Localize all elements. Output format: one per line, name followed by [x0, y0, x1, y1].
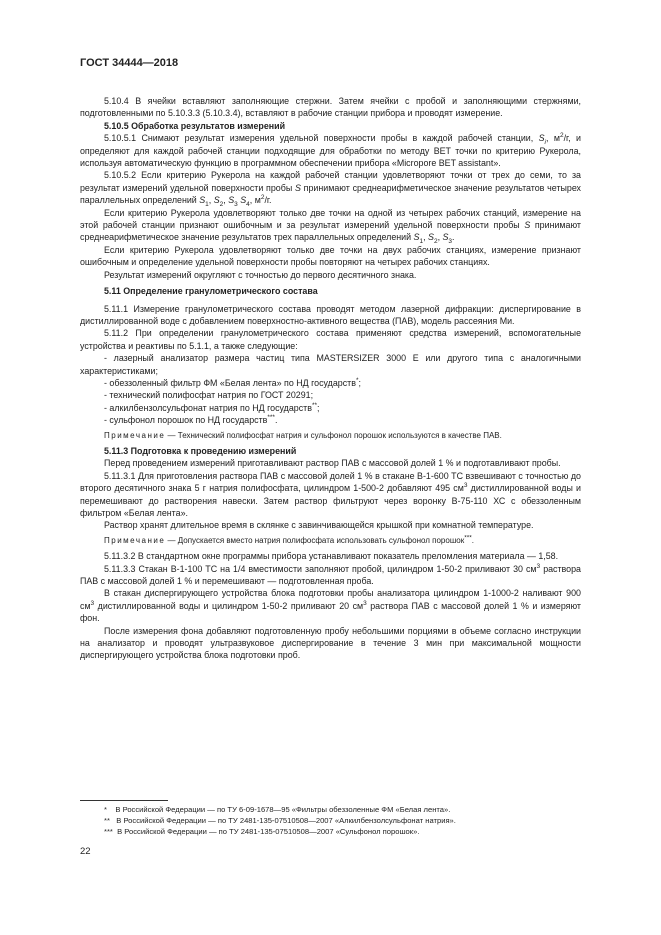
document-header: ГОСТ 34444—2018 [80, 57, 179, 69]
list-item: - технический полифосфат натрия по ГОСТ 20291; [104, 390, 314, 401]
footnote-item: *** В Российской Федерации — по ТУ 2481-135-07510508—2007 «Сульфонол порошок». [104, 827, 420, 836]
page-number: 22 [80, 846, 91, 857]
paragraph-storage: Раствор хранят длительное время в склянке с завинчивающейся крышкой при комнатной температуре. [104, 520, 534, 531]
paragraph-5-10-5-1: 5.10.5.1 Снимают результат измерения удельной поверхности пробы в каждой рабочей станции, $S_i$, $м^2/г$, и определяют для каждой рабочей станции подходящие для обработки по методу BET точки по критерию Рукерола, используя автоматическую функцию в программном обеспечении прибора «Micropore BET assistant». [80, 132, 581, 169]
section-heading-5-10-5: 5.10.5 Обработка результатов измерений [104, 120, 286, 131]
page-body [80, 95, 581, 662]
paragraph-preparation: Перед проведением измерений приготавливают раствор ПАВ с массовой долей 1 % и подготавливают пробы. [104, 458, 561, 469]
footnote-item: ** В Российской Федерации — по ТУ 2481-135-07510508—2007 «Алкилбензолсульфонат натрия». [104, 816, 456, 825]
list-item: - сульфонол порошок по НД государств***. [104, 414, 278, 426]
paragraph-two-points-two-stations: Если критерию Рукерола удовлетворяют только две точки на двух рабочих станциях, измерение признают ошибочным и определение удельной поверхности пробы повторяют на четырех рабочих станциях. [80, 244, 581, 268]
paragraph-background-measure: В стакан диспергирующего устройства блока подготовки пробы анализатора цилиндром 1-1000-2 наливают 900 $см^3$ дистиллированной воды и цилиндром 1-50-2 приливают 20 $см^3$ раствора ПАВ с массовой долей 1 % и измеряют фон. [80, 588, 581, 624]
paragraph-5-11-3-1: 5.11.3.1 Для приготовления раствора ПАВ с массовой долей 1 % в стакане В-1-600 ТС взвешивают с точностью до второго десятичного знака 5 г натрия полифосфата, цилиндром 1-500-2 добавляют 495 $см^3$ дистиллированной воды и перемешивают до растворения навески. Затем раствор фильтруют через воронку В-75-110 ХС с обеззоленным фильтром «Белая лента». [80, 470, 581, 518]
paragraph-5-11-1: 5.11.1 Измерение гранулометрического состава проводят методом лазерной дифракции: диспергирование в дистиллированной воде с добавлением поверхностно-активного вещества (ПАВ), модель рассеяния Ми. [80, 303, 581, 326]
footnote-item: * В Российской Федерации — по ТУ 6-09-1678—95 «Фильтры обеззоленные ФМ «Белая лента». [104, 805, 451, 814]
list-item: - обеззоленный фильтр ФМ «Белая лента» по НД государств*; [104, 376, 361, 388]
paragraph-two-points-one-station: Если критерию Рукерола удовлетворяют только две точки на одной из четырех рабочих станций, измерение на этой рабочей станции признают ошибочным и за результат измерений удельной поверхности пробы S принимают среднеарифметическое значение результатов трех параллельных определений $S_1$, $S_2$, $S_3$. [80, 207, 581, 246]
footnote-divider [80, 800, 168, 801]
section-heading-5-11: 5.11 Определение гранулометрического состава [104, 286, 318, 297]
note-pav: Примечание — Технический полифосфат натрия и сульфонол порошок используются в качестве ПАВ. [104, 430, 502, 440]
paragraph-5-11-3-2: 5.11.3.2 В стандартном окне программы прибора устанавливают показатель преломления материала — 1,58. [104, 551, 559, 562]
list-item: - лазерный анализатор размера частиц типа MASTERSIZER 3000 E или другого типа с аналогичными характеристиками; [80, 353, 581, 376]
section-heading-5-11-3: 5.11.3 Подготовка к проведению измерений [104, 445, 297, 456]
paragraph-5-11-2: 5.11.2 При определении гранулометрического состава применяют средства измерений, вспомогательные устройства и реактивы по 5.1.1, а также следующие: [80, 328, 581, 351]
paragraph-5-10-4: 5.10.4 В ячейки вставляют заполняющие стержни. Затем ячейки с пробой и заполняющими стержнями, подготовленными по 5.10.3.3 (5.10.3.4), вставляют в рабочие станции прибора и проводят измерение. [80, 96, 581, 119]
note-sulfonol: Примечание — Допускается вместо натрия полифосфата использовать сульфонол порошок***. [104, 534, 475, 545]
footnotes [80, 800, 581, 837]
paragraph-5-10-5-2: 5.10.5.2 Если критерию Рукерола на каждой рабочей станции удовлетворяют точки от трех до семи, то за результат измерений удельной поверхности пробы S принимают среднеарифметическое значение результатов четырех параллельных определений $S_1$, $S_2$, $S_3$ $S_4$, $м^2/г$. [80, 170, 581, 209]
list-item: - алкилбензолсульфонат натрия по НД государств**; [104, 401, 320, 413]
paragraph-rounding: Результат измерений округляют с точностью до первого десятичного знака. [104, 269, 417, 280]
equipment-list [80, 352, 581, 426]
paragraph-dispersion: После измерения фона добавляют подготовленную пробу небольшими порциями в объеме согласно инструкции на анализатор и проводят ультразвуковое диспергирование в течение 3 мин при максимальной мощности диспергирующего устройства блока подготовки проб. [80, 625, 581, 661]
paragraph-5-11-3-3: 5.11.3.3 Стакан В-1-100 ТС на 1/4 вместимости заполняют пробой, цилиндром 1-50-2 приливают 30 $см^3$ раствора ПАВ с массовой долей 1 % и перемешивают — подготовленная проба. [80, 562, 581, 587]
